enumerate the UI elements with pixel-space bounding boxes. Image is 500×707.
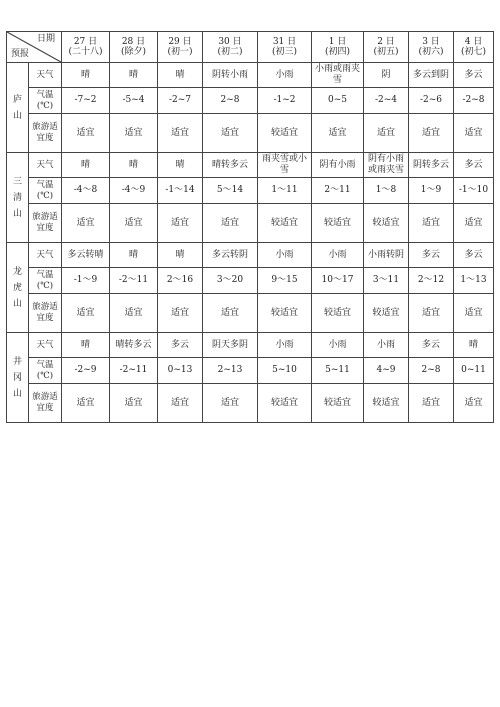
suit-cell: 适宜 <box>203 294 258 333</box>
weather-cell: 晴 <box>62 333 110 358</box>
row-temp <box>7 358 494 384</box>
weather-cell: 多云 <box>409 243 454 268</box>
temp-cell: 10～17 <box>312 268 364 294</box>
weather-cell: 多云 <box>158 333 203 358</box>
row-temp <box>7 88 494 114</box>
row-temp <box>7 178 494 204</box>
day-date: 31 日 <box>272 36 297 47</box>
temp-cell: -1～14 <box>158 178 203 204</box>
weather-cell: 小雨转阴 <box>364 243 409 268</box>
weather-cell: 阴天多阴 <box>203 333 258 358</box>
category-label-temp: 气温(℃) <box>29 178 62 204</box>
temp-cell: 1～13 <box>454 268 494 294</box>
suit-cell: 适宜 <box>158 114 203 153</box>
day-lunar-date: (初三) <box>271 47 298 57</box>
weather-cell: 多云到阴 <box>409 63 454 88</box>
day-header-cell <box>110 32 158 63</box>
weather-cell: 多云转阴 <box>203 243 258 268</box>
forecast-table <box>6 31 494 423</box>
weather-cell: 小雨 <box>258 243 312 268</box>
category-label-temp: 气温(℃) <box>29 268 62 294</box>
day-lunar-date: (二十八) <box>68 47 103 57</box>
suit-cell: 适宜 <box>454 204 494 243</box>
weather-cell: 多云 <box>454 63 494 88</box>
weather-cell: 小雨或雨夹雪 <box>312 63 364 88</box>
weather-cell: 小雨 <box>312 243 364 268</box>
category-label-weather: 天气 <box>29 243 62 268</box>
category-label-suit: 旅游适宜度 <box>29 114 62 153</box>
temp-cell: -2~8 <box>454 88 494 114</box>
temp-cell: 1～11 <box>258 178 312 204</box>
weather-cell: 晴 <box>62 153 110 178</box>
suit-cell: 适宜 <box>364 114 409 153</box>
suit-cell: 适宜 <box>110 114 158 153</box>
weather-cell: 晴 <box>454 333 494 358</box>
day-header-cell <box>409 32 454 63</box>
category-label-suit: 旅游适宜度 <box>29 204 62 243</box>
day-date: 30 日 <box>218 36 242 47</box>
category-label-weather: 天气 <box>29 153 62 178</box>
temp-cell: 0~13 <box>158 358 203 384</box>
temp-cell: -2~9 <box>62 358 110 384</box>
weather-cell: 小雨 <box>312 333 364 358</box>
mountain-name-text: 龙虎山 <box>12 266 22 309</box>
day-date: 29 日 <box>168 36 192 47</box>
day-date: 27 日 <box>73 36 98 47</box>
day-header-cell <box>203 32 258 63</box>
temp-cell: -1～10 <box>454 178 494 204</box>
row-suit <box>7 294 494 333</box>
row-weather <box>7 63 494 88</box>
day-header-cell <box>364 32 409 63</box>
suit-cell: 适宜 <box>203 114 258 153</box>
temp-cell: 2～16 <box>158 268 203 294</box>
suit-cell: 适宜 <box>62 384 110 423</box>
suit-cell: 适宜 <box>62 204 110 243</box>
weather-cell: 晴 <box>158 243 203 268</box>
weather-cell: 晴转多云 <box>110 333 158 358</box>
temp-cell: 4~9 <box>364 358 409 384</box>
day-lunar-date: (初四) <box>324 47 351 57</box>
suit-cell: 适宜 <box>454 294 494 333</box>
weather-cell: 小雨 <box>364 333 409 358</box>
suit-cell: 适宜 <box>409 114 454 153</box>
row-suit <box>7 384 494 423</box>
day-date: 4 日 <box>464 36 483 47</box>
weather-cell: 多云转晴 <box>62 243 110 268</box>
suit-cell: 适宜 <box>110 204 158 243</box>
day-date: 1 日 <box>328 36 347 47</box>
suit-cell: 适宜 <box>203 384 258 423</box>
suit-cell: 适宜 <box>409 294 454 333</box>
day-header-cell <box>312 32 364 63</box>
temp-cell: 1～9 <box>409 178 454 204</box>
corner-forecast-label: 预报 <box>11 49 30 59</box>
weather-cell: 晴 <box>110 63 158 88</box>
weather-cell: 晴转多云 <box>203 153 258 178</box>
suit-cell: 适宜 <box>110 384 158 423</box>
category-label-weather: 天气 <box>29 63 62 88</box>
temp-cell: -4～8 <box>62 178 110 204</box>
day-lunar-date: (除夕) <box>120 47 147 57</box>
day-lunar-date: (初五) <box>373 47 399 57</box>
row-temp <box>7 268 494 294</box>
temp-cell: -2~7 <box>158 88 203 114</box>
day-date: 2 日 <box>377 36 395 47</box>
weather-cell: 晴 <box>62 63 110 88</box>
suit-cell: 较适宜 <box>364 204 409 243</box>
temp-cell: 5~10 <box>258 358 312 384</box>
suit-cell: 适宜 <box>62 294 110 333</box>
weather-cell: 晴 <box>110 153 158 178</box>
day-lunar-date: (初七) <box>460 47 487 57</box>
suit-cell: 较适宜 <box>258 114 312 153</box>
mountain-name <box>7 153 29 243</box>
day-lunar-date: (初一) <box>167 47 193 57</box>
category-label-temp: 气温(℃) <box>29 358 62 384</box>
suit-cell: 较适宜 <box>258 204 312 243</box>
temp-cell: -2～11 <box>110 268 158 294</box>
suit-cell: 较适宜 <box>364 384 409 423</box>
temp-cell: 9～15 <box>258 268 312 294</box>
suit-cell: 适宜 <box>110 294 158 333</box>
temp-cell: 2～11 <box>312 178 364 204</box>
weather-cell: 多云 <box>454 153 494 178</box>
temp-cell: -2~4 <box>364 88 409 114</box>
suit-cell: 适宜 <box>203 204 258 243</box>
temp-cell: 0~11 <box>454 358 494 384</box>
mountain-name-text: 庐山 <box>12 94 22 121</box>
weather-cell: 晴 <box>158 153 203 178</box>
day-lunar-date: (初二) <box>217 47 243 57</box>
category-label-weather: 天气 <box>29 333 62 358</box>
temp-cell: 2~8 <box>409 358 454 384</box>
header-row <box>7 32 494 63</box>
temp-cell: 3～20 <box>203 268 258 294</box>
weather-cell: 阴转小雨 <box>203 63 258 88</box>
temp-cell: 2～12 <box>409 268 454 294</box>
weather-cell: 阴转多云 <box>409 153 454 178</box>
temp-cell: 3～11 <box>364 268 409 294</box>
weather-cell: 雨夹雪或小雪 <box>258 153 312 178</box>
mountain-name-text: 井冈山 <box>12 356 22 399</box>
weather-cell: 小雨 <box>258 63 312 88</box>
mountain-name <box>7 333 29 423</box>
suit-cell: 较适宜 <box>312 294 364 333</box>
temp-cell: 5~11 <box>312 358 364 384</box>
temp-cell: -7~2 <box>62 88 110 114</box>
corner-date-label: 日期 <box>36 34 55 44</box>
temp-cell: 2~13 <box>203 358 258 384</box>
suit-cell: 适宜 <box>454 384 494 423</box>
suit-cell: 较适宜 <box>364 294 409 333</box>
mountain-name <box>7 63 29 153</box>
temp-cell: 2~8 <box>203 88 258 114</box>
weather-cell: 多云 <box>409 333 454 358</box>
weather-cell: 小雨 <box>258 333 312 358</box>
row-suit <box>7 204 494 243</box>
day-date: 28 日 <box>121 36 146 47</box>
header-corner-cell <box>7 32 62 63</box>
mountain-name-text: 三清山 <box>12 176 22 219</box>
suit-cell: 较适宜 <box>258 294 312 333</box>
weather-cell: 晴 <box>158 63 203 88</box>
row-weather <box>7 153 494 178</box>
day-lunar-date: (初六) <box>418 47 444 57</box>
suit-cell: 适宜 <box>312 114 364 153</box>
row-suit <box>7 114 494 153</box>
row-weather <box>7 243 494 268</box>
weather-cell: 晴 <box>110 243 158 268</box>
suit-cell: 适宜 <box>409 204 454 243</box>
mountain-name <box>7 243 29 333</box>
temp-cell: -4～9 <box>110 178 158 204</box>
suit-cell: 适宜 <box>454 114 494 153</box>
temp-cell: -1~2 <box>258 88 312 114</box>
temp-cell: 1～8 <box>364 178 409 204</box>
day-header-cell <box>454 32 494 63</box>
suit-cell: 适宜 <box>62 114 110 153</box>
suit-cell: 较适宜 <box>312 204 364 243</box>
temp-cell: -1～9 <box>62 268 110 294</box>
weather-cell: 阴 <box>364 63 409 88</box>
weather-cell: 多云 <box>454 243 494 268</box>
suit-cell: 适宜 <box>158 294 203 333</box>
suit-cell: 适宜 <box>158 384 203 423</box>
suit-cell: 较适宜 <box>312 384 364 423</box>
temp-cell: 5～14 <box>203 178 258 204</box>
row-weather <box>7 333 494 358</box>
day-header-cell <box>62 32 110 63</box>
day-header-cell <box>258 32 312 63</box>
weather-cell: 阴有小雨或雨夹雪 <box>364 153 409 178</box>
temp-cell: 0~5 <box>312 88 364 114</box>
category-label-suit: 旅游适宜度 <box>29 294 62 333</box>
day-date: 3 日 <box>422 36 440 47</box>
temp-cell: -2~6 <box>409 88 454 114</box>
suit-cell: 适宜 <box>409 384 454 423</box>
suit-cell: 适宜 <box>158 204 203 243</box>
temp-cell: -5~4 <box>110 88 158 114</box>
category-label-temp: 气温(℃) <box>29 88 62 114</box>
weather-cell: 阴有小雨 <box>312 153 364 178</box>
category-label-suit: 旅游适宜度 <box>29 384 62 423</box>
temp-cell: -2~11 <box>110 358 158 384</box>
day-header-cell <box>158 32 203 63</box>
suit-cell: 较适宜 <box>258 384 312 423</box>
